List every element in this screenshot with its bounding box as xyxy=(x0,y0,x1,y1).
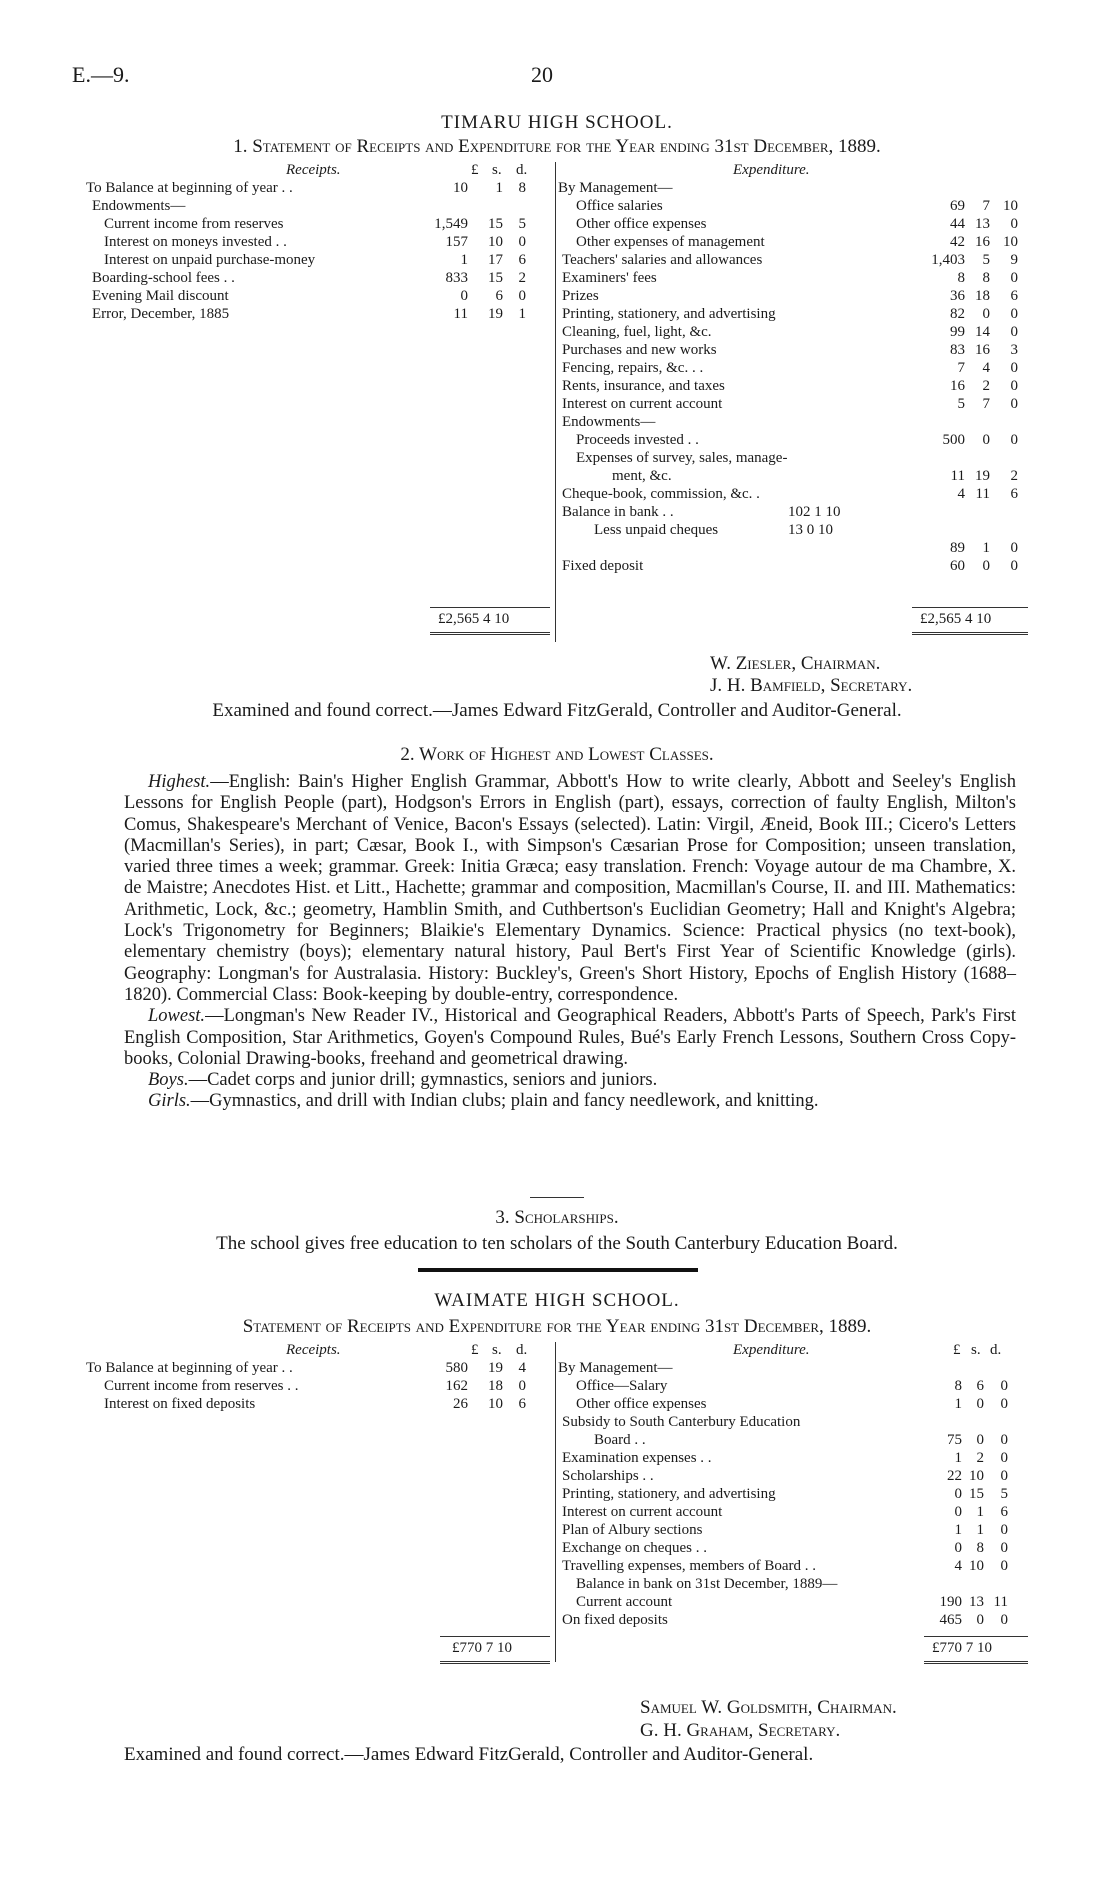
ledger-shillings: 15 xyxy=(969,1486,984,1502)
col-pounds: £ xyxy=(471,1342,479,1358)
ledger-pounds: 8 xyxy=(954,1378,962,1394)
ledger-label: Office—Salary xyxy=(576,1378,668,1394)
receipts-total-double-rule xyxy=(430,632,550,635)
ledger-pounds: 75 xyxy=(947,1432,962,1448)
ledger-pence: 0 xyxy=(1000,1522,1008,1538)
ledger-pounds: 8 xyxy=(957,270,965,286)
ledger-row xyxy=(558,1414,1028,1432)
expenditure-total-rule xyxy=(912,607,1028,608)
ledger-label: On fixed deposits xyxy=(562,1612,668,1628)
ledger-row xyxy=(558,1558,1028,1576)
ledger-row xyxy=(558,1504,1028,1522)
ledger-row xyxy=(558,1396,1028,1414)
ledger-row xyxy=(558,234,1028,252)
ledger-label: Plan of Albury sections xyxy=(562,1522,703,1538)
girls-text: —Gymnastics, and drill with Indian clubs; plain and fancy needlework, and knitting. xyxy=(190,1091,819,1112)
ledger-pounds: 69 xyxy=(950,198,965,214)
ledger-pounds: 11 xyxy=(453,306,468,322)
ledger-row xyxy=(558,1468,1028,1486)
ledger-shillings: 6 xyxy=(495,288,503,304)
ledger-pounds: 1,549 xyxy=(434,216,468,232)
ledger-pounds: 833 xyxy=(445,270,468,286)
ledger-shillings: 11 xyxy=(975,486,990,502)
ledger-label: Travelling expenses, members of Board . . xyxy=(562,1558,816,1574)
ledger-pounds: 190 xyxy=(939,1594,962,1610)
ledger-pounds: 44 xyxy=(950,216,965,232)
ledger-pence: 6 xyxy=(1010,486,1018,502)
ledger-shillings: 19 xyxy=(488,306,503,322)
ledger-shillings: 1 xyxy=(976,1522,984,1538)
ledger-label: To Balance at beginning of year . . xyxy=(86,180,293,196)
ledger-pence: 0 xyxy=(1010,432,1018,448)
timaru-school-title: TIMARU HIGH SCHOOL. xyxy=(441,112,673,133)
ledger-pounds: 5 xyxy=(957,396,965,412)
ledger-pence: 6 xyxy=(518,252,526,268)
ledger-shillings: 10 xyxy=(488,234,503,250)
ledger-label: Other expenses of management xyxy=(576,234,765,250)
ledger-label: Error, December, 1885 xyxy=(92,306,230,322)
ledger-pounds: 82 xyxy=(950,306,965,322)
ledger-label: Other office expenses xyxy=(576,216,707,232)
ledger-shillings: 0 xyxy=(982,432,990,448)
ledger-row xyxy=(86,270,556,288)
timaru-receipts-total: £2,565 4 10 xyxy=(438,611,510,627)
ledger-pounds: 4 xyxy=(957,486,965,502)
waimate-audit-statement: Examined and found correct.—James Edward FitzGerald, Controller and Auditor-General. xyxy=(124,1744,814,1765)
col-shillings: s. xyxy=(971,1342,981,1358)
ledger-pence: 4 xyxy=(518,1360,526,1376)
ledger-shillings: 0 xyxy=(982,558,990,574)
ledger-shillings: 1 xyxy=(976,1504,984,1520)
ledger-row xyxy=(558,1612,1028,1630)
ledger-pence: 3 xyxy=(1010,342,1018,358)
ledger-label: Board . . xyxy=(594,1432,646,1448)
ledger-row xyxy=(558,1360,1028,1378)
ledger-pounds: 0 xyxy=(954,1540,962,1556)
ledger-pence: 0 xyxy=(1000,1450,1008,1466)
ledger-shillings: 8 xyxy=(976,1540,984,1556)
ledger-label: Rents, insurance, and taxes xyxy=(562,378,725,394)
ledger-label: Scholarships . . xyxy=(562,1468,654,1484)
ledger-row xyxy=(558,216,1028,234)
ledger-row xyxy=(558,360,1028,378)
ledger-pence: 5 xyxy=(1000,1486,1008,1502)
ledger-row xyxy=(86,306,556,324)
ledger-row xyxy=(86,198,556,216)
ledger-row xyxy=(558,252,1028,270)
ledger-row xyxy=(86,1396,556,1414)
ledger-label: Evening Mail discount xyxy=(92,288,229,304)
ledger-pence: 0 xyxy=(1000,1432,1008,1448)
col-pounds: £ xyxy=(953,1342,961,1358)
ledger-shillings: 16 xyxy=(975,342,990,358)
ledger-pounds: 1 xyxy=(954,1450,962,1466)
ledger-pounds: 4 xyxy=(954,1558,962,1574)
waimate-chairman-signature: Samuel W. Goldsmith, Chairman. xyxy=(640,1697,897,1718)
ledger-row xyxy=(558,342,1028,360)
ledger-pounds: 16 xyxy=(950,378,965,394)
ledger-label: Prizes xyxy=(562,288,599,304)
ledger-shillings: 10 xyxy=(488,1396,503,1412)
ledger-row xyxy=(558,1594,1028,1612)
waimate-expenditure-total-rule xyxy=(924,1636,1028,1637)
ledger-row xyxy=(558,540,1028,558)
ledger-label: Printing, stationery, and advertising xyxy=(562,306,776,322)
ledger-pounds: 0 xyxy=(954,1486,962,1502)
ledger-label: Cheque-book, commission, &c. . xyxy=(562,486,760,502)
ledger-pence: 11 xyxy=(993,1594,1008,1610)
timaru-expenditure-total: £2,565 4 10 xyxy=(920,611,992,627)
ledger-label: Exchange on cheques . . xyxy=(562,1540,707,1556)
ledger-row xyxy=(86,252,556,270)
ledger-label: Interest on current account xyxy=(562,1504,723,1520)
ledger-row xyxy=(558,1576,1028,1594)
ledger-row xyxy=(86,1378,556,1396)
ledger-row xyxy=(558,180,1028,198)
ledger-pence: 0 xyxy=(518,234,526,250)
ledger-pence: 0 xyxy=(1010,558,1018,574)
ledger-label: Interest on current account xyxy=(562,396,723,412)
ledger-row xyxy=(558,486,1028,504)
ledger-label: Interest on unpaid purchase-money xyxy=(104,252,316,268)
ledger-label: Boarding-school fees . . xyxy=(92,270,235,286)
waimate-expenditure-table xyxy=(558,1342,1028,1672)
ledger-label: Fencing, repairs, &c. . . xyxy=(562,360,704,376)
ledger-label: Examination expenses . . xyxy=(562,1450,712,1466)
document-reference: E.—9. xyxy=(72,62,130,87)
ledger-shillings: 0 xyxy=(976,1396,984,1412)
ledger-label: Subsidy to South Canterbury Education xyxy=(562,1414,801,1430)
timaru-audit-statement: Examined and found correct.—James Edward FitzGerald, Controller and Auditor-General. xyxy=(212,700,902,721)
ledger-pounds: 1 xyxy=(954,1396,962,1412)
ledger-label: Expenses of survey, sales, manage- xyxy=(576,450,788,466)
ledger-subtotal: 102 1 10 xyxy=(788,504,841,520)
ledger-label: By Management— xyxy=(558,180,673,196)
ledger-label: Purchases and new works xyxy=(562,342,717,358)
ledger-pounds: 580 xyxy=(445,1360,468,1376)
ledger-pence: 0 xyxy=(1000,1540,1008,1556)
ledger-pence: 0 xyxy=(1000,1468,1008,1484)
ledger-shillings: 5 xyxy=(982,252,990,268)
ledger-row xyxy=(558,288,1028,306)
highest-text: —English: Bain's Higher English Grammar, Abbott's How to write clearly, Abbott and Seeley's English Lessons for English People (part), Hodgson's Errors in English (part), essays, correction of faulty English, Milton's Comus, Shakespeare's Merchant of Venice, Bacon's Essays (selected). Latin: Virgil, Æneid, Book III.; Cicero's Letters (Macmillan's Series), in part; Cæsar, Book I., with Simpson's Cæsarian Prose for Composition; unseen translation, varied three times a week; grammar. Greek: Initia Græca; easy translation. French: Voyage autour de ma Chambre, X. de Maistre; Anecdotes Hist. et Litt., Hachette; grammar and composition, Macmillan's Course, II. and III. Mathematics: Arithmetic, Lock, &c.; geometry, Hamblin Smith, and Cuthbertson's Euclidian Geometry; Hall and Knight's Algebra; Lock's Trigonometry for Beginners; Blaikie's Elementary Dynamics. Science: Practical physics (no text-book), elementary chemistry (boys); elementary natural history, Paul Bert's First Year of Scientific Knowledge (girls). Geography: Longman's for Australasia. History: Buckley's, Green's Short History, Epochs of English History (1688–1820). Commercial Class: Book-keeping by double-entry, correspondence. xyxy=(124,772,1016,1005)
ledger-label: Interest on moneys invested . . xyxy=(104,234,287,250)
ledger-pounds: 10 xyxy=(453,180,468,196)
ledger-row xyxy=(558,414,1028,432)
scholarships-heading: 3. Scholarships. xyxy=(495,1207,619,1228)
timaru-secretary-signature: J. H. Bamfield, Secretary. xyxy=(710,675,913,696)
ledger-shillings: 10 xyxy=(969,1558,984,1574)
ledger-shillings: 15 xyxy=(488,270,503,286)
ledger-pence: 0 xyxy=(1010,540,1018,556)
ledger-shillings: 19 xyxy=(488,1360,503,1376)
waimate-receipts-table xyxy=(86,1342,556,1672)
ledger-pounds: 7 xyxy=(957,360,965,376)
ledger-label: Balance in bank on 31st December, 1889— xyxy=(576,1576,838,1592)
ledger-label: Examiners' fees xyxy=(562,270,657,286)
ledger-pence: 10 xyxy=(1003,234,1018,250)
waimate-receipts-double-rule xyxy=(440,1661,550,1664)
ledger-label: Current account xyxy=(576,1594,673,1610)
ledger-pounds: 99 xyxy=(950,324,965,340)
boys-label: Boys. xyxy=(148,1070,189,1091)
ledger-pounds: 36 xyxy=(950,288,965,304)
ledger-row xyxy=(558,468,1028,486)
ledger-row xyxy=(86,288,556,306)
ledger-pence: 6 xyxy=(518,1396,526,1412)
ledger-label: Teachers' salaries and allowances xyxy=(562,252,763,268)
timaru-statement-title: 1. Statement of Receipts and Expenditure for the Year ending 31st December, 1889. xyxy=(233,136,881,157)
waimate-statement-title: Statement of Receipts and Expenditure for the Year ending 31st December, 1889. xyxy=(242,1316,872,1337)
ledger-shillings: 15 xyxy=(488,216,503,232)
ledger-shillings: 16 xyxy=(975,234,990,250)
ledger-pence: 0 xyxy=(518,288,526,304)
ledger-pounds: 157 xyxy=(445,234,468,250)
ledger-row xyxy=(558,450,1028,468)
ledger-row xyxy=(558,1540,1028,1558)
ledger-label: ment, &c. xyxy=(612,468,672,484)
ledger-pounds: 11 xyxy=(950,468,965,484)
ledger-label: Interest on fixed deposits xyxy=(104,1396,256,1412)
ledger-row xyxy=(558,432,1028,450)
ledger-pence: 2 xyxy=(1010,468,1018,484)
ledger-pounds: 89 xyxy=(950,540,965,556)
girls-label: Girls. xyxy=(148,1091,191,1112)
major-section-rule xyxy=(418,1268,698,1272)
waimate-receipts-total: £770 7 10 xyxy=(452,1640,512,1656)
ledger-shillings: 7 xyxy=(982,396,990,412)
ledger-label: Current income from reserves . . xyxy=(104,1378,299,1394)
receipts-heading: Receipts. xyxy=(286,1342,341,1358)
ledger-pence: 0 xyxy=(1000,1396,1008,1412)
ledger-shillings: 4 xyxy=(982,360,990,376)
page-number: 20 xyxy=(531,62,553,87)
ledger-label: Fixed deposit xyxy=(562,558,644,574)
waimate-column-divider xyxy=(555,1342,556,1662)
ledger-row xyxy=(86,216,556,234)
ledger-row xyxy=(86,1360,556,1378)
ledger-shillings: 6 xyxy=(976,1378,984,1394)
ledger-pounds: 465 xyxy=(939,1612,962,1628)
ledger-row xyxy=(558,1450,1028,1468)
col-shillings: s. xyxy=(492,162,502,178)
ledger-row xyxy=(558,522,1028,540)
timaru-column-divider xyxy=(555,162,556,642)
ledger-row xyxy=(558,504,1028,522)
ledger-pence: 0 xyxy=(1010,324,1018,340)
ledger-shillings: 19 xyxy=(975,468,990,484)
timaru-chairman-signature: W. Ziesler, Chairman. xyxy=(710,653,881,674)
col-pence: d. xyxy=(990,1342,1002,1358)
ledger-row xyxy=(558,558,1028,576)
ledger-pounds: 0 xyxy=(460,288,468,304)
ledger-row xyxy=(558,1432,1028,1450)
col-shillings: s. xyxy=(492,1342,502,1358)
ledger-pounds: 162 xyxy=(445,1378,468,1394)
ledger-shillings: 1 xyxy=(495,180,503,196)
expenditure-heading: Expenditure. xyxy=(733,1342,810,1358)
ledger-pence: 0 xyxy=(518,1378,526,1394)
receipts-heading: Receipts. xyxy=(286,162,341,178)
ledger-pounds: 1,403 xyxy=(931,252,965,268)
ledger-pence: 5 xyxy=(518,216,526,232)
ledger-label: Balance in bank . . xyxy=(562,504,674,520)
ledger-shillings: 17 xyxy=(488,252,503,268)
ledger-shillings: 13 xyxy=(969,1594,984,1610)
ledger-pence: 8 xyxy=(518,180,526,196)
waimate-receipts-total-rule xyxy=(440,1636,550,1637)
ledger-shillings: 0 xyxy=(982,306,990,322)
ledger-shillings: 10 xyxy=(969,1468,984,1484)
ledger-pence: 0 xyxy=(1010,396,1018,412)
ledger-label: Proceeds invested . . xyxy=(576,432,699,448)
ledger-subtotal: 13 0 10 xyxy=(788,522,833,538)
scholarships-text: The school gives free education to ten scholars of the South Canterbury Education Board. xyxy=(216,1233,898,1254)
ledger-label: By Management— xyxy=(558,1360,673,1376)
ledger-pence: 0 xyxy=(1000,1558,1008,1574)
ledger-pence: 2 xyxy=(518,270,526,286)
ledger-pence: 0 xyxy=(1010,216,1018,232)
boys-text: —Cadet corps and junior drill; gymnastics, seniors and juniors. xyxy=(188,1070,658,1091)
ledger-row xyxy=(558,1486,1028,1504)
ledger-shillings: 18 xyxy=(975,288,990,304)
ledger-shillings: 14 xyxy=(975,324,990,340)
waimate-school-title: WAIMATE HIGH SCHOOL. xyxy=(434,1290,680,1311)
ledger-pounds: 26 xyxy=(453,1396,468,1412)
col-pounds: £ xyxy=(471,162,479,178)
ledger-pence: 0 xyxy=(1010,306,1018,322)
ledger-row xyxy=(86,180,556,198)
ledger-pence: 9 xyxy=(1010,252,1018,268)
ledger-pounds: 22 xyxy=(947,1468,962,1484)
ledger-label: To Balance at beginning of year . . xyxy=(86,1360,293,1376)
ledger-row xyxy=(558,396,1028,414)
ledger-shillings: 1 xyxy=(982,540,990,556)
work-heading: 2. Work of Highest and Lowest Classes. xyxy=(400,744,714,765)
ledger-pounds: 0 xyxy=(954,1504,962,1520)
ledger-label: Printing, stationery, and advertising xyxy=(562,1486,776,1502)
ledger-label: Cleaning, fuel, light, &c. xyxy=(562,324,712,340)
work-body xyxy=(124,772,1016,1113)
timaru-receipts-table xyxy=(86,162,556,642)
ledger-shillings: 2 xyxy=(982,378,990,394)
ledger-pence: 0 xyxy=(1000,1378,1008,1394)
ledger-shillings: 7 xyxy=(982,198,990,214)
ledger-pence: 0 xyxy=(1000,1612,1008,1628)
col-pence: d. xyxy=(516,162,528,178)
waimate-secretary-signature: G. H. Graham, Secretary. xyxy=(640,1720,841,1741)
ledger-pounds: 42 xyxy=(950,234,965,250)
lowest-label: Lowest. xyxy=(148,1006,206,1027)
timaru-expenditure-table xyxy=(558,162,1028,642)
ledger-pounds: 83 xyxy=(950,342,965,358)
ledger-row xyxy=(558,324,1028,342)
ledger-shillings: 2 xyxy=(976,1450,984,1466)
ledger-row xyxy=(86,234,556,252)
ledger-label: Current income from reserves xyxy=(104,216,284,232)
ledger-shillings: 18 xyxy=(488,1378,503,1394)
ledger-label: Endowments— xyxy=(562,414,656,430)
ledger-shillings: 13 xyxy=(975,216,990,232)
ledger-pounds: 500 xyxy=(942,432,965,448)
ledger-row xyxy=(558,1522,1028,1540)
ledger-pence: 0 xyxy=(1010,360,1018,376)
expenditure-total-double-rule xyxy=(912,632,1028,635)
ledger-row xyxy=(558,198,1028,216)
lowest-text: —Longman's New Reader IV., Historical and Geographical Readers, Abbott's Parts of Speech, Park's First English Composition, Star Arithmetics, Goyen's Compound Rules, Bué's Early French Lessons, Southern Cross Copy-books, Colonial Drawing-books, freehand and geometrical drawing. xyxy=(124,1006,1016,1069)
ledger-pence: 0 xyxy=(1010,378,1018,394)
ledger-shillings: 0 xyxy=(976,1432,984,1448)
ledger-pence: 6 xyxy=(1000,1504,1008,1520)
receipts-total-rule xyxy=(430,607,550,608)
ledger-pence: 0 xyxy=(1010,270,1018,286)
ledger-pence: 6 xyxy=(1010,288,1018,304)
highest-label: Highest. xyxy=(148,772,211,792)
ledger-pence: 1 xyxy=(518,306,526,322)
ledger-pounds: 1 xyxy=(954,1522,962,1538)
ledger-pounds: 1 xyxy=(460,252,468,268)
ledger-label: Office salaries xyxy=(576,198,663,214)
ledger-label: Endowments— xyxy=(92,198,186,214)
ledger-row xyxy=(558,1378,1028,1396)
section-divider xyxy=(530,1197,584,1198)
waimate-expenditure-double-rule xyxy=(924,1661,1028,1664)
ledger-row xyxy=(558,270,1028,288)
col-pence: d. xyxy=(516,1342,528,1358)
ledger-row xyxy=(558,306,1028,324)
ledger-shillings: 8 xyxy=(982,270,990,286)
ledger-label: Other office expenses xyxy=(576,1396,707,1412)
waimate-expenditure-total: £770 7 10 xyxy=(932,1640,992,1656)
ledger-pence: 10 xyxy=(1003,198,1018,214)
expenditure-heading: Expenditure. xyxy=(733,162,810,178)
ledger-pounds: 60 xyxy=(950,558,965,574)
ledger-shillings: 0 xyxy=(976,1612,984,1628)
ledger-row xyxy=(558,378,1028,396)
ledger-label: Less unpaid cheques xyxy=(594,522,719,538)
